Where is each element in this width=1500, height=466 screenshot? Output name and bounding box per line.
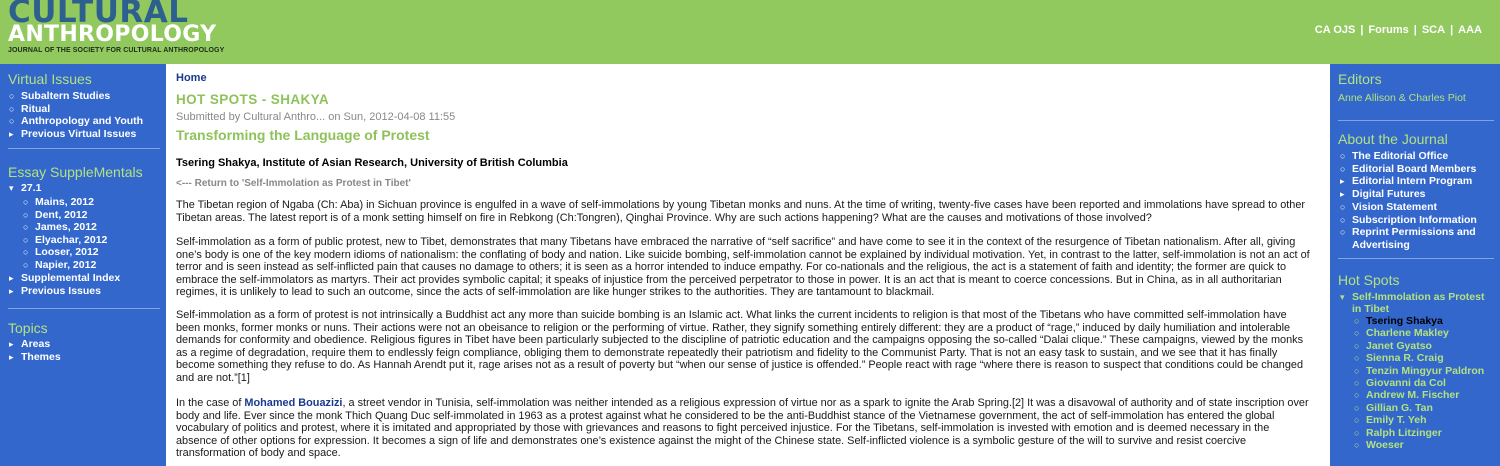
paragraph-text: In the case of bbox=[176, 397, 245, 409]
sidebar-item-label: Supplemental Index bbox=[21, 272, 121, 284]
sidebar-item-giovanni-da-col[interactable] bbox=[1354, 377, 1496, 390]
hot-spots-list bbox=[1354, 315, 1496, 452]
right-sidebar bbox=[1330, 64, 1500, 466]
sidebar-item-label: Digital Futures bbox=[1352, 188, 1426, 201]
sidebar-item-label: Ritual bbox=[21, 102, 51, 115]
submitted-info: Submitted by Cultural Anthro... on Sun, 2012-04-08 11:55 bbox=[176, 111, 456, 123]
circle-bullet-icon: ○ bbox=[23, 222, 29, 233]
article-paragraph-4 bbox=[176, 397, 1312, 460]
circle-bullet-icon: ○ bbox=[1354, 378, 1360, 389]
circle-bullet-icon: ○ bbox=[23, 247, 29, 258]
sidebar-item-tenzin-paldron[interactable] bbox=[1354, 364, 1496, 377]
sidebar-item-emily-yeh[interactable] bbox=[1354, 414, 1496, 427]
sidebar-item-self-immolation[interactable] bbox=[1340, 291, 1492, 316]
sidebar-item-janet-gyatso[interactable] bbox=[1354, 339, 1496, 352]
sidebar-item-label: Tenzin Mingyur Paldron bbox=[1366, 364, 1485, 377]
nav-link-sca[interactable]: SCA bbox=[1421, 24, 1446, 36]
circle-bullet-icon: ○ bbox=[1354, 365, 1360, 376]
circle-bullet-icon: ○ bbox=[1354, 340, 1360, 351]
circle-bullet-icon: ○ bbox=[1354, 316, 1360, 326]
sidebar-item-previous-issues[interactable] bbox=[9, 284, 120, 298]
about-journal-list bbox=[1340, 150, 1492, 252]
sidebar-item-label: Charlene Makley bbox=[1366, 327, 1449, 340]
triangle-right-icon: ▸ bbox=[9, 339, 14, 349]
logo-line-cultural: CULTURAL bbox=[8, 0, 189, 30]
virtual-issues-heading: Virtual Issues bbox=[8, 71, 92, 87]
main-content bbox=[166, 64, 1330, 466]
triangle-right-icon: ▸ bbox=[9, 273, 14, 283]
sidebar-item-label: Tsering Shakya bbox=[1366, 315, 1443, 327]
circle-bullet-icon: ○ bbox=[1354, 440, 1360, 451]
nav-separator: | bbox=[1360, 24, 1364, 36]
sidebar-item-label: Elyachar, 2012 bbox=[35, 233, 108, 246]
editors-names: Anne Allison & Charles Piot bbox=[1338, 92, 1466, 104]
sidebar-item-label: Emily T. Yeh bbox=[1366, 414, 1427, 427]
top-nav bbox=[1315, 24, 1482, 36]
sidebar-item-areas[interactable] bbox=[9, 338, 61, 351]
sidebar-item-sienna-craig[interactable] bbox=[1354, 352, 1496, 365]
sidebar-item-label: Previous Virtual Issues bbox=[21, 127, 137, 140]
triangle-down-icon: ▾ bbox=[9, 183, 14, 193]
sidebar-item-label: Previous Issues bbox=[21, 284, 101, 297]
triangle-right-icon: ▸ bbox=[1340, 176, 1345, 187]
return-link[interactable]: <--- Return to 'Self-Immolation as Protest in Tibet' bbox=[176, 178, 411, 189]
sidebar-item-elyachar-2012[interactable] bbox=[23, 233, 108, 247]
triangle-right-icon: ▸ bbox=[1340, 189, 1345, 200]
circle-bullet-icon: ○ bbox=[9, 91, 15, 101]
circle-bullet-icon: ○ bbox=[1340, 227, 1346, 238]
hot-spots-heading: Hot Spots bbox=[1338, 272, 1400, 288]
sidebar-item-james-2012[interactable] bbox=[23, 221, 107, 234]
sidebar-item-label: The Editorial Office bbox=[1352, 150, 1449, 162]
sidebar-item-label: Editorial Intern Program bbox=[1352, 175, 1473, 188]
sidebar-item-anthropology-youth[interactable] bbox=[9, 115, 144, 128]
logo-line-anthropology: ANTHROPOLOGY bbox=[8, 22, 217, 47]
sidebar-item-subaltern-studies[interactable] bbox=[9, 90, 143, 103]
sidebar-item-label: Reprint Permissions and Advertising bbox=[1352, 226, 1476, 251]
circle-bullet-icon: ○ bbox=[1354, 415, 1360, 426]
sidebar-item-label: Areas bbox=[21, 338, 51, 350]
essay-parent-list bbox=[9, 182, 42, 195]
sidebar-item-label: Self-Immolation as Protest in Tibet bbox=[1352, 291, 1485, 316]
article-paragraph-1: The Tibetan region of Ngaba (Ch: Aba) in Sichuan province is engulfed in a wave of self-immolations by young Tibetan monks and nuns. At the time of writing, twenty-five cases have been reported and immolations have spread to other Tibetan areas. The latest report is of a monk setting himself on fire in Rebkong (Ch:Tongren), Qinghai Province. Why are such actions happening? What are the causes and motivations of those involved? bbox=[176, 199, 1306, 224]
sidebar-item-27-1[interactable] bbox=[9, 182, 42, 195]
sidebar-item-reprint-permissions[interactable] bbox=[1340, 226, 1492, 251]
sidebar-item-label: Subaltern Studies bbox=[21, 90, 111, 102]
sidebar-item-gillian-tan[interactable] bbox=[1354, 401, 1496, 414]
sidebar-item-label: Woeser bbox=[1366, 439, 1404, 452]
sidebar-item-dent-2012[interactable] bbox=[23, 208, 107, 222]
left-sidebar bbox=[0, 64, 166, 466]
circle-bullet-icon: ○ bbox=[23, 234, 29, 245]
site-header bbox=[0, 0, 1500, 64]
nav-link-aaa[interactable]: AAA bbox=[1458, 24, 1482, 36]
sidebar-item-editorial-office[interactable] bbox=[1340, 150, 1492, 163]
sidebar-item-tsering-shakya[interactable] bbox=[1354, 315, 1496, 327]
mohamed-bouazizi-link[interactable]: Mohamed Bouazizi bbox=[244, 397, 343, 409]
essay-children-list bbox=[23, 196, 108, 272]
article-title: Transforming the Language of Protest bbox=[176, 127, 430, 143]
sidebar-divider bbox=[1338, 258, 1494, 259]
sidebar-item-vision-statement[interactable] bbox=[1340, 200, 1492, 214]
sidebar-item-label: Dent, 2012 bbox=[35, 208, 88, 221]
sidebar-item-themes[interactable] bbox=[9, 350, 61, 364]
sidebar-item-looser-2012[interactable] bbox=[23, 246, 107, 259]
sidebar-item-label: Editorial Board Members bbox=[1352, 162, 1477, 175]
circle-bullet-icon: ○ bbox=[23, 259, 29, 270]
sidebar-item-label: Giovanni da Col bbox=[1366, 377, 1446, 390]
about-journal-heading: About the Journal bbox=[1338, 131, 1448, 147]
virtual-issues-list bbox=[9, 90, 144, 140]
author-byline: Tsering Shakya, Institute of Asian Research, University of British Columbia bbox=[176, 157, 568, 169]
page-title: HOT SPOTS - SHAKYA bbox=[176, 92, 329, 107]
sidebar-item-label: Ralph Litzinger bbox=[1366, 426, 1442, 439]
triangle-right-icon: ▸ bbox=[9, 128, 14, 139]
sidebar-item-label: Mains, 2012 bbox=[35, 196, 94, 208]
sidebar-item-label: James, 2012 bbox=[35, 221, 97, 234]
circle-bullet-icon: ○ bbox=[23, 197, 29, 207]
topics-list bbox=[9, 338, 61, 363]
sidebar-divider bbox=[1338, 120, 1494, 121]
sidebar-item-mains-2012[interactable] bbox=[23, 196, 107, 209]
circle-bullet-icon: ○ bbox=[1354, 427, 1360, 438]
sidebar-item-label: Napier, 2012 bbox=[35, 258, 97, 271]
sidebar-item-woeser[interactable] bbox=[1354, 439, 1496, 452]
sidebar-item-ralph-litzinger[interactable] bbox=[1354, 426, 1496, 439]
paragraph-text: , a street vendor in Tunisia, self-immolation was neither intended as a religious expression of virtue nor as a spark to ignite the Arab Spring.[2] It was a disavowal of authority and of state inscription over body and life. Ever since the monk Thich Quang Duc self-immolated in 1963 as a protest against what he considered to be the anti-Buddhist stance of the Vietnamese government, the act of self-immolation has entered the global vocabulary of politics and protest, where it is imitated and appropriated by those with grievances and reasons to fight perceived injustice. For the Tibetans, self-immolation is invested with emotion and is deemed necessary in the absence of other options for expression. It becomes a sign of life and demonstrates one’s existence against the might of the Chinese state. Self-inflicted violence is a symbolic gesture of the will to survive and resist coercive transformation of body and space. bbox=[176, 397, 1309, 460]
sidebar-item-previous-virtual-issues[interactable] bbox=[9, 127, 143, 141]
nav-link-forums[interactable]: Forums bbox=[1368, 24, 1409, 36]
sidebar-item-andrew-fischer[interactable] bbox=[1354, 389, 1496, 402]
sidebar-item-label: Subscription Information bbox=[1352, 213, 1477, 226]
circle-bullet-icon: ○ bbox=[1340, 163, 1346, 174]
nav-link-ca-ojs[interactable]: CA OJS bbox=[1314, 24, 1356, 36]
sidebar-item-label: Looser, 2012 bbox=[35, 246, 99, 259]
logo-tagline: JOURNAL OF THE SOCIETY FOR CULTURAL ANTHROPOLOGY bbox=[8, 47, 225, 54]
sidebar-item-editorial-board[interactable] bbox=[1340, 162, 1492, 176]
sidebar-item-label: Andrew M. Fischer bbox=[1366, 389, 1460, 402]
essay-supplementals-heading: Essay SuppleMentals bbox=[8, 164, 143, 180]
sidebar-item-label: 27.1 bbox=[21, 182, 42, 194]
nav-separator: | bbox=[1450, 24, 1454, 36]
sidebar-item-editorial-intern[interactable] bbox=[1340, 175, 1492, 188]
sidebar-item-napier-2012[interactable] bbox=[23, 258, 107, 272]
circle-bullet-icon: ○ bbox=[1354, 402, 1360, 413]
circle-bullet-icon: ○ bbox=[1340, 214, 1346, 225]
site-logo[interactable] bbox=[8, 0, 224, 55]
circle-bullet-icon: ○ bbox=[23, 209, 29, 220]
sidebar-item-label: Vision Statement bbox=[1352, 200, 1437, 213]
circle-bullet-icon: ○ bbox=[1354, 353, 1360, 364]
sidebar-item-supplemental-index[interactable] bbox=[9, 272, 121, 285]
sidebar-item-label: Gillian G. Tan bbox=[1366, 401, 1433, 414]
nav-separator: | bbox=[1413, 24, 1417, 36]
editors-heading: Editors bbox=[1338, 71, 1382, 87]
article-paragraph-2: Self-immolation as a form of public protest, new to Tibet, demonstrates that many Tibetans have embraced the narrative of “self sacrifice” and have come to see it in the context of the resurgence of Tibetan nationalism. After all, giving one’s body is one of the key modern idioms of nationalism: the conflating of body and nation. Like suicide bombing, self-immolation cannot be explained by individual motivation. Yet, in contrast to the latter, self-immolation is not an act of terror and is seen instead as self-inflicted pain that causes no damage to others; it is seen as a horror intended to induce empathy. For co-nationals and the religious, the act is a statement of faith and identity; the former are quick to embrace the self-immolators as martyrs. Their act provides symbolic capital; it speaks of injustice from the perceived perpetrator to those in power. It is an act that is meant to coerce concessions. But in China, as in all authoritarian regimes, it is unlikely to lead to such an outcome, since the acts of self-immolation are like hunger strikes to the authorities. They are tantamount to blackmail. bbox=[176, 236, 1310, 299]
sidebar-divider bbox=[8, 308, 160, 309]
sidebar-item-label: Sienna R. Craig bbox=[1366, 352, 1444, 365]
article-paragraph-3: Self-immolation as a form of protest is not intrinsically a Buddhist act any more than suicide bombing is an Islamic act. What links the current incidents to religion is that most of the Tibetans who have committed self-immolation have been monks, former monks or nuns. Their actions were not an obeisance to religion or the performing of virtue. Rather, they signify something entirely different: they are a product of “rage,” induced by daily humiliation and intolerable demands for conformity and obedience. Religious figures in Tibet have been particularly subjected to the discipline of patriotic education and the campaigns opposing the so-called “Dalai clique.” These campaigns, viewed by the monks as a regime of degradation, require them to endlessly feign compliance, obliging them to demonstrate repeatedly their patriotism and fidelity to the Communist Party. That is not an easy task to sustain, and we see that it has finally become something they refuse to do. As Hannah Arendt put it, rage arises not as a result of poverty but “when our sense of justice is offended.” People react with rage “where there is reason to suspect that conditions could be changed and are not.”[1] bbox=[176, 309, 1304, 384]
sidebar-item-ritual[interactable] bbox=[9, 102, 143, 116]
triangle-right-icon: ▸ bbox=[9, 351, 14, 362]
circle-bullet-icon: ○ bbox=[9, 103, 15, 114]
sidebar-item-subscription[interactable] bbox=[1340, 213, 1492, 227]
sidebar-divider bbox=[8, 148, 160, 149]
sidebar-item-digital-futures[interactable] bbox=[1340, 188, 1492, 201]
circle-bullet-icon: ○ bbox=[1354, 328, 1360, 339]
circle-bullet-icon: ○ bbox=[1340, 201, 1346, 212]
sidebar-item-label: Anthropology and Youth bbox=[21, 115, 144, 128]
topics-heading: Topics bbox=[8, 320, 48, 336]
breadcrumb-home[interactable]: Home bbox=[176, 72, 207, 84]
sidebar-item-label: Janet Gyatso bbox=[1366, 339, 1432, 352]
essay-more-list bbox=[9, 272, 121, 297]
sidebar-item-charlene-makley[interactable] bbox=[1354, 327, 1496, 340]
triangle-down-icon: ▾ bbox=[1340, 292, 1345, 302]
circle-bullet-icon: ○ bbox=[9, 116, 15, 127]
sidebar-item-label: Themes bbox=[21, 350, 61, 363]
circle-bullet-icon: ○ bbox=[1340, 151, 1346, 161]
circle-bullet-icon: ○ bbox=[1354, 390, 1360, 401]
triangle-right-icon: ▸ bbox=[9, 285, 14, 296]
